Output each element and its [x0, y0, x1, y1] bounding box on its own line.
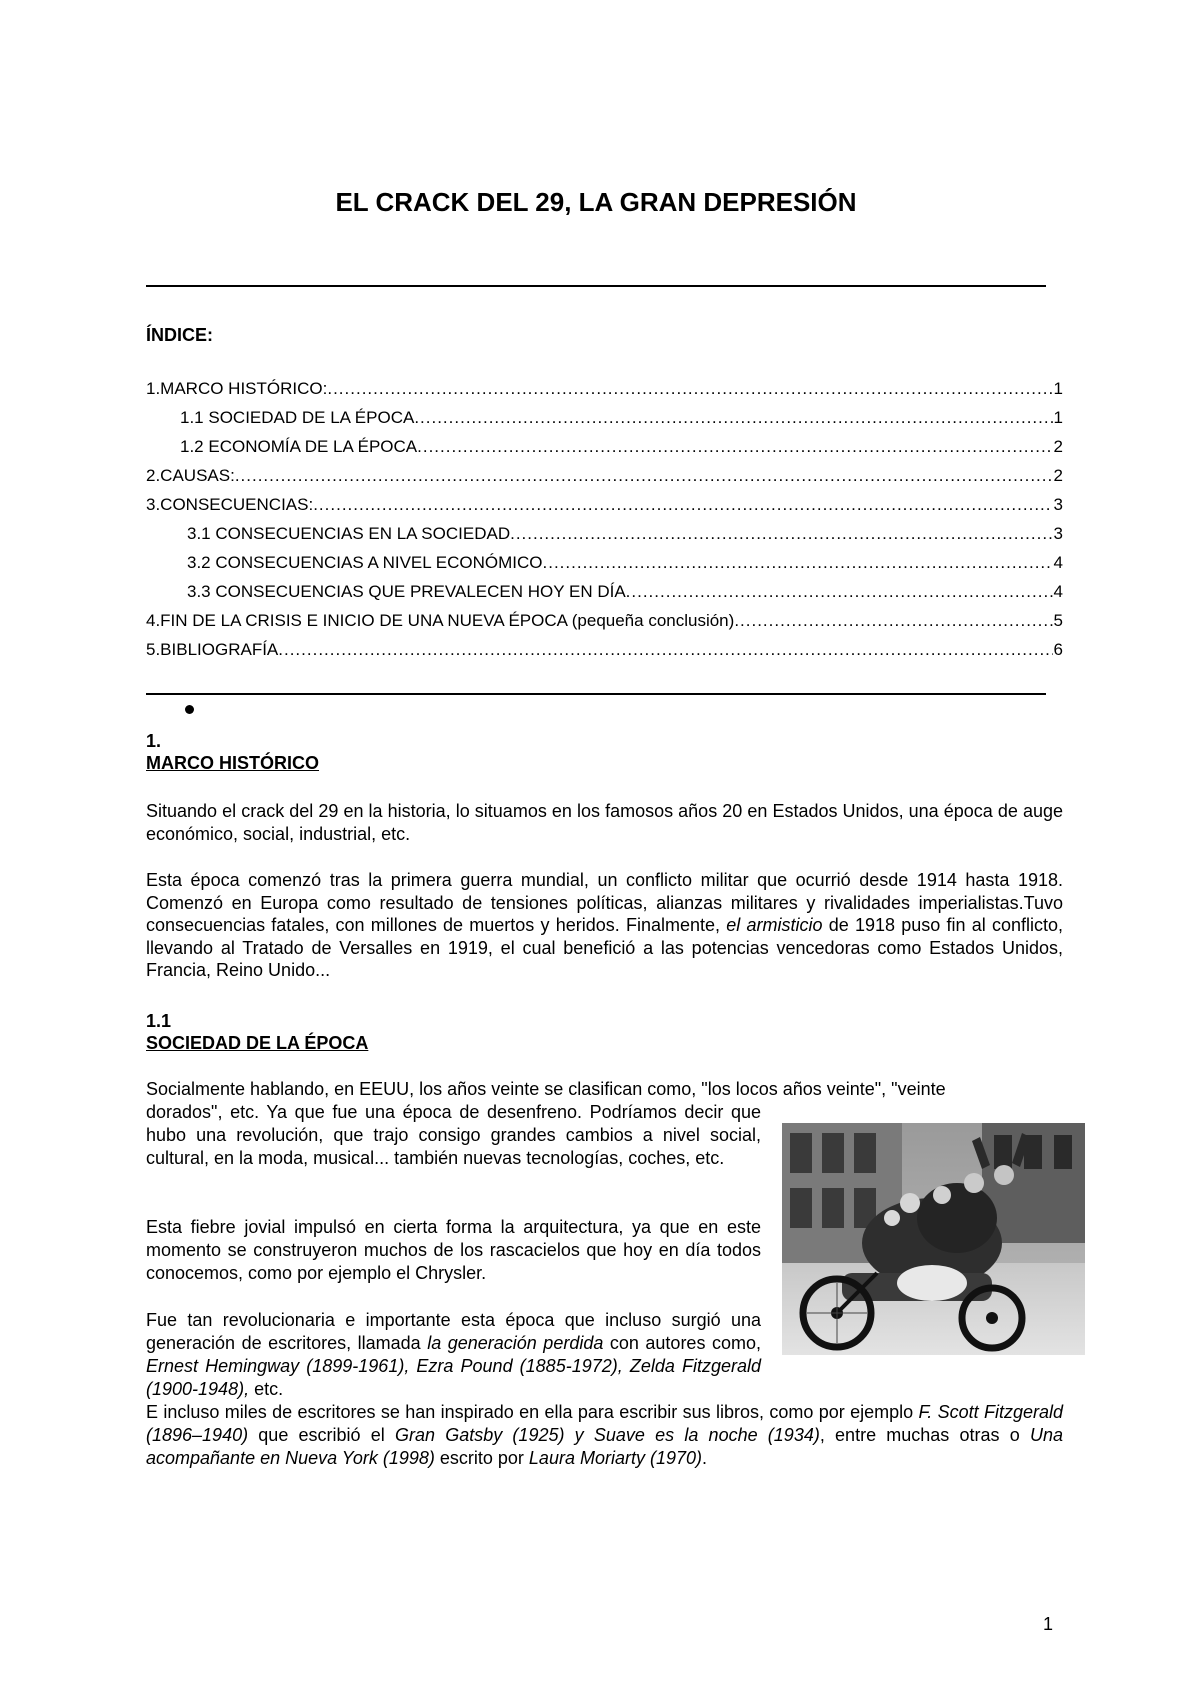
- toc-entry-label: 3.CONSECUENCIAS:: [146, 495, 314, 514]
- section-title: SOCIEDAD DE LA ÉPOCA: [146, 1033, 369, 1053]
- toc-leader-dots: [327, 378, 1052, 400]
- toc-entry-page: 2: [1053, 466, 1063, 485]
- toc-entry-page: 4: [1053, 553, 1063, 572]
- toc-entry-page: 4: [1053, 582, 1063, 601]
- toc-entry[interactable]: [180, 434, 1063, 458]
- toc-entry[interactable]: [187, 550, 1063, 574]
- toc-leader-dots: [510, 523, 1052, 545]
- toc-leader-dots: [626, 581, 1053, 603]
- historical-photo: [782, 1123, 1085, 1355]
- toc-leader-dots: [278, 639, 1052, 661]
- toc-entry-page: 3: [1053, 524, 1063, 543]
- toc-entry[interactable]: [146, 492, 1063, 516]
- section-number: 1.: [146, 731, 162, 751]
- toc-entry-label: 1.2 ECONOMÍA DE LA ÉPOCA: [180, 437, 418, 456]
- bottom-divider: [146, 693, 1046, 695]
- toc-heading: ÍNDICE:: [146, 325, 213, 345]
- top-divider: [146, 285, 1046, 287]
- toc-entry-page: 1: [1053, 379, 1063, 398]
- paragraph: Esta fiebre jovial impulsó en cierta forma la arquitectura, ya que en este momento se construyeron muchos de los rascacielos que hoy en día todos conocemos, como por ejemplo el Chrysler.: [146, 1217, 761, 1283]
- toc-leader-dots: [543, 552, 1053, 574]
- toc-entry[interactable]: [146, 637, 1063, 661]
- toc-entry-label: 4.FIN DE LA CRISIS E INICIO DE UNA NUEVA ÉPOCA (pequeña conclusión): [146, 611, 735, 630]
- toc-entry[interactable]: [187, 521, 1063, 545]
- toc-leader-dots: [313, 494, 1052, 516]
- document-title: EL CRACK DEL 29, LA GRAN DEPRESIÓN: [335, 187, 857, 217]
- toc-entry-page: 1: [1053, 408, 1063, 427]
- toc-leader-dots: [235, 465, 1053, 487]
- toc-entry[interactable]: [180, 405, 1063, 429]
- toc-entry-page: 3: [1053, 495, 1063, 514]
- section-number: 1.1: [146, 1011, 172, 1031]
- toc-entry-label: 1.MARCO HISTÓRICO:: [146, 379, 328, 398]
- toc-entry-label: 1.1 SOCIEDAD DE LA ÉPOCA: [180, 408, 415, 427]
- toc-entry-page: 5: [1053, 611, 1063, 630]
- toc-entry-page: 6: [1053, 640, 1063, 659]
- section-title: MARCO HISTÓRICO: [146, 753, 319, 773]
- paragraph: Fue tan revolucionaria e importante esta época que incluso surgió una generación de escritores, llamada la generación perdida con autores como, Ernest Hemingway (1899-1961), Ezra Pound (1885-1972), Zelda Fitzgerald (1900-1948), etc.: [146, 1310, 761, 1399]
- paragraph: Socialmente hablando, en EEUU, los años veinte se clasifican como, "los locos años veinte", "veinte: [146, 1079, 946, 1099]
- toc-entry[interactable]: [146, 608, 1063, 632]
- toc-leader-dots: [417, 436, 1052, 458]
- toc-entry-label: 5.BIBLIOGRAFÍA: [146, 640, 279, 659]
- paragraph: E incluso miles de escritores se han inspirado en ella para escribir sus libros, como por ejemplo F. Scott Fitzgerald (1896–1940) que escribió el Gran Gatsby (1925) y Suave es la noche (1934), entre muchas otras o Una acompañante en Nueva York (1998) escrito por Laura Moriarty (1970).: [146, 1402, 1064, 1468]
- toc-leader-dots: [734, 610, 1052, 632]
- paragraph: Esta época comenzó tras la primera guerra mundial, un conflicto militar que ocurrió desde 1914 hasta 1918. Comenzó en Europa como resultado de tensiones políticas, alianzas militares y rivalidades imperialistas.Tuvo consecuencias fatales, con millones de muertos y heridos. Finalmente, el armisticio de 1918 puso fin al conflicto, llevando al Tratado de Versalles en 1919, el cual benefició a las potencias vencedoras como Estados Unidos, Francia, Reino Unido...: [146, 870, 1063, 981]
- toc-leader-dots: [414, 407, 1052, 429]
- toc-entry-label: 3.2 CONSECUENCIAS A NIVEL ECONÓMICO: [187, 553, 543, 572]
- paragraph: dorados", etc. Ya que fue una época de desenfreno. Podríamos decir que hubo una revolución, que trajo consigo grandes cambios a nivel social, cultural, en la moda, musical... también nuevas tecnologías, coches, etc.: [146, 1102, 761, 1168]
- toc-entry[interactable]: [146, 376, 1063, 400]
- bullet-icon: [185, 705, 194, 714]
- toc-entry-page: 2: [1053, 437, 1063, 456]
- toc-entry-label: 3.1 CONSECUENCIAS EN LA SOCIEDAD: [187, 524, 511, 543]
- toc-entry[interactable]: [146, 463, 1063, 487]
- toc-entry[interactable]: [187, 579, 1063, 603]
- paragraph: Situando el crack del 29 en la historia, lo situamos en los famosos años 20 en Estados Unidos, una época de auge económico, social, industrial, etc.: [146, 801, 1063, 844]
- toc-entry-label: 3.3 CONSECUENCIAS QUE PREVALECEN HOY EN DÍA: [187, 582, 626, 601]
- page-number: 1: [1043, 1614, 1054, 1634]
- toc-entry-label: 2.CAUSAS:: [146, 466, 235, 485]
